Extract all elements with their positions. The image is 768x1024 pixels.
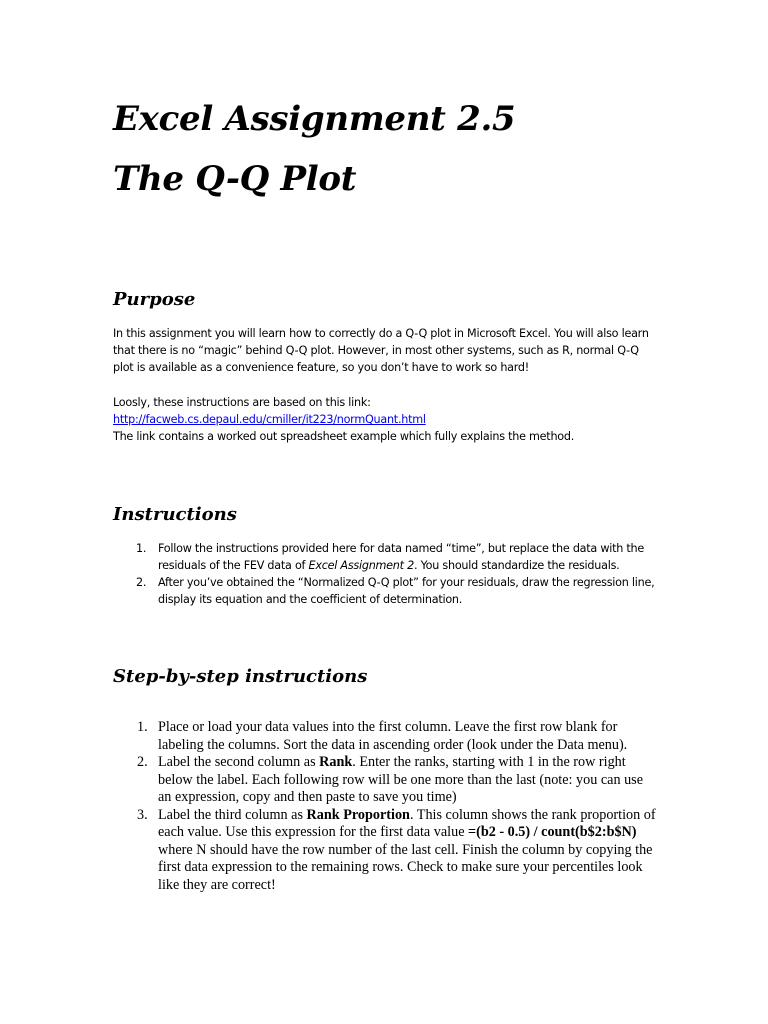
- purpose-section: [113, 325, 658, 376]
- list-number: 2.: [137, 754, 148, 770]
- source-link[interactable]: http://facweb.cs.depaul.edu/cmiller/it223/normQuant.html: [113, 413, 426, 426]
- step-item: 2. Label the second column as Rank. Enter the ranks, starting with 1 in the row right below the label. Each following row will be one more than the last (note: you can use an expression, copy and then paste to save you time): [137, 754, 643, 805]
- instruction-item: 1. Follow the instructions provided here for data named “time”, but replace the data with the residuals of the FEV data of Excel Assignment 2. You should standardize the residuals.: [136, 542, 644, 572]
- purpose-heading: Purpose: [113, 289, 196, 310]
- source-section: [113, 394, 658, 445]
- steps-list: [113, 719, 658, 894]
- list-number: 1.: [137, 719, 148, 735]
- source-note: The link contains a worked out spreadsheet example which fully explains the method.: [113, 430, 575, 443]
- step-item: 3. Label the third column as Rank Proportion. This column shows the rank proportion of each value. Use this expression for the first data value =(b2 - 0.5) / count(b$2:b$N) where N should have the row number of the last cell. Finish the column by copying the first data expression to the remaining rows. Check to make sure your percentiles look like they are correct!: [137, 806, 656, 893]
- document-title: Excel Assignment 2.5: [113, 99, 516, 139]
- instruction-item: 2. After you’ve obtained the “Normalized Q-Q plot” for your residuals, draw the regression line, display its equation and the coefficient of determination.: [136, 576, 655, 606]
- instructions-heading: Instructions: [113, 504, 237, 525]
- list-number: 2.: [136, 576, 147, 589]
- instructions-list: [113, 540, 658, 608]
- document-subtitle: The Q-Q Plot: [113, 159, 357, 199]
- source-intro: Loosly, these instructions are based on this link:: [113, 396, 371, 409]
- list-number: 3.: [137, 806, 148, 823]
- step-item: 1. Place or load your data values into the first column. Leave the first row blank for labeling the columns. Sort the data in ascending order (look under the Data menu).: [137, 719, 628, 753]
- steps-heading: Step-by-step instructions: [113, 666, 368, 687]
- list-number: 1.: [136, 542, 147, 555]
- purpose-paragraph: In this assignment you will learn how to correctly do a Q-Q plot in Microsoft Excel. You will also learn that there is no “magic” behind Q-Q plot. However, in most other systems, such as R, normal Q-Q plot is available as a convenience feature, so you don’t have to work so hard!: [113, 327, 649, 374]
